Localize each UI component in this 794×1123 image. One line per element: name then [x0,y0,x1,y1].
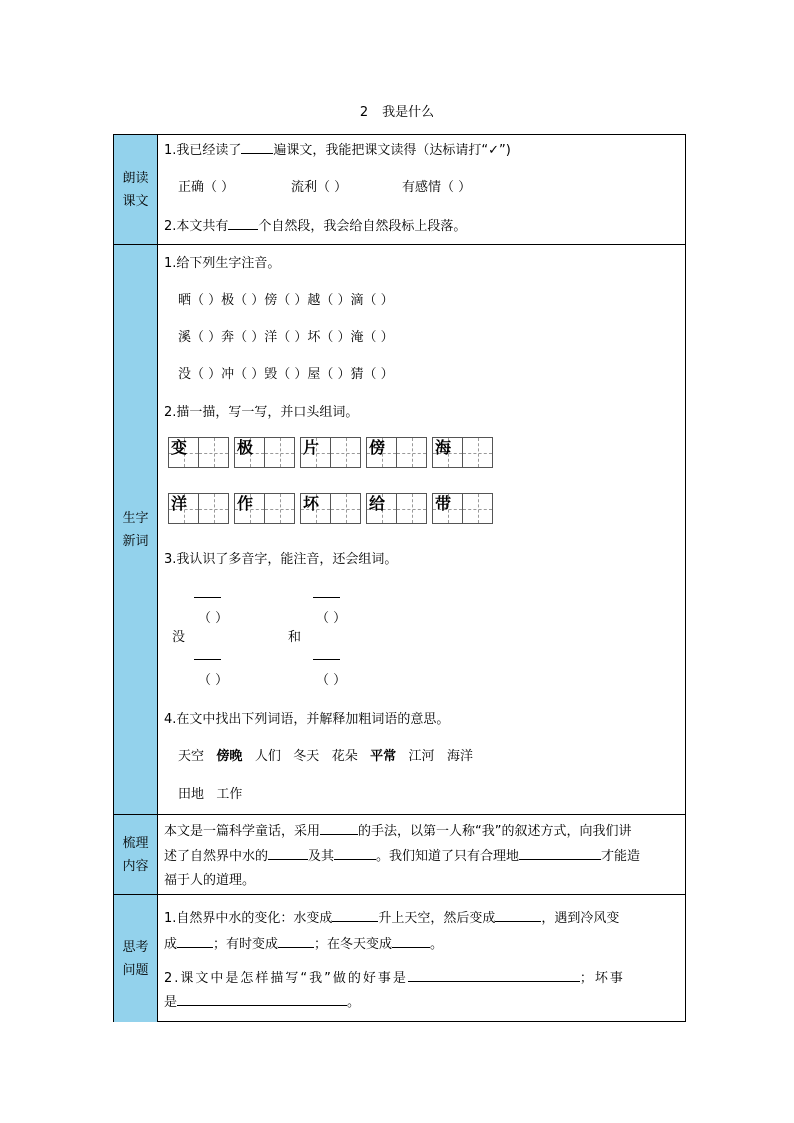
pinyin-paren[interactable]: （ ） [316,611,347,626]
answer-blank[interactable] [332,909,378,922]
answer-blank[interactable] [177,935,213,948]
write-box[interactable] [264,493,295,524]
lesson-title: 我是什么 [382,105,435,120]
pinyin-paren[interactable]: （ ） [198,673,229,688]
trace-box[interactable]: 变 [168,437,199,468]
write-box[interactable] [462,437,493,468]
word-blank[interactable] [313,597,340,598]
trace-box[interactable]: 极 [234,437,265,468]
trace-box[interactable]: 给 [366,493,397,524]
reading-option-emotion[interactable]: 有感情（ ） [402,180,472,195]
write-box[interactable] [198,493,229,524]
write-box[interactable] [330,493,361,524]
pinyin-paren[interactable]: （ ） [316,673,347,688]
pinyin-row-3[interactable]: 没（ ）冲（ ）毁（ ）屋（ ）猜（ ） [178,367,394,382]
words-question-4: 4.在文中找出下列词语，并解释加粗词语的意思。 [164,712,450,727]
bold-word: 傍晚 [216,749,243,764]
paragraph-count-blank[interactable] [228,217,258,230]
good-deed-blank[interactable] [408,969,580,982]
answer-blank[interactable] [278,935,314,948]
method-blank[interactable] [320,822,358,835]
answer-blank[interactable] [392,935,430,948]
words-question-1: 1.给下列生字注音。 [164,256,281,271]
section-label-words: 生字 新词 [114,245,158,815]
trace-box[interactable]: 傍 [366,437,397,468]
worksheet-table [113,134,686,1022]
summary-line-1: 本文是一篇科学童话，采用 的手法，以第一人称“我”的叙述方式，向我们讲 [164,824,632,839]
summary-line-3: 福于人的道理。 [164,873,256,888]
thinking-q1-line-1: 1.自然界中水的变化：水变成 升上天空，然后变成 ，遇到冷风变 [164,911,620,926]
section-label-thinking: 思考 问题 [114,895,158,1022]
answer-blank[interactable] [495,909,541,922]
pinyin-row-2[interactable]: 溪（ ）奔（ ）洋（ ）坏（ ）淹（ ） [178,330,394,345]
words-question-3: 3.我认识了多音字，能注音，还会组词。 [164,552,398,567]
bad-deed-blank[interactable] [177,993,347,1006]
reading-question-2: 2.本文共有 个自然段，我会给自然段标上段落。 [164,219,467,234]
trace-box[interactable]: 洋 [168,493,199,524]
reading-option-correct[interactable]: 正确（ ） [178,180,235,195]
section-reading [114,135,685,244]
write-box[interactable] [198,437,229,468]
word-blank[interactable] [313,659,340,660]
trace-box[interactable]: 带 [432,493,463,524]
thinking-q2-line-2: 是 。 [164,995,361,1010]
words-question-2: 2.描一描，写一写，并口头组词。 [164,405,359,420]
page-title [0,101,794,120]
word-blank[interactable] [194,597,221,598]
write-box[interactable] [264,437,295,468]
polyphone-char-he: 和 [288,630,302,645]
summary-blank[interactable] [334,847,376,860]
reading-question-1: 1.我已经读了 遍课文，我能把课文读得（达标请打“✓”) [164,143,511,158]
trace-box[interactable]: 作 [234,493,265,524]
trace-box[interactable]: 海 [432,437,463,468]
read-count-blank[interactable] [241,141,273,154]
section-label-reading: 朗读 课文 [114,135,158,244]
write-box[interactable] [396,493,427,524]
word-list-row-1: 天空 傍晚 人们 冬天 花朵 平常 江河 海洋 [178,749,473,764]
thinking-q2-line-1: 2.课文中是怎样描写“我”做的好事是 ；坏事 [164,971,625,986]
trace-box[interactable]: 片 [300,437,331,468]
section-label-summary: 梳理 内容 [114,815,158,895]
summary-blank[interactable] [519,847,601,860]
pinyin-paren[interactable]: （ ） [198,611,229,626]
section-words [114,244,685,815]
lesson-number: 2 [359,105,369,120]
section-thinking [114,894,685,1022]
write-box[interactable] [396,437,427,468]
reading-option-fluent[interactable]: 流利（ ） [291,180,348,195]
thinking-q1-line-2: 成 ；有时变成 ；在冬天变成 。 [164,937,444,952]
summary-line-2: 述了自然界中水的 及其 。我们知道了只有合理地 才能造 [164,849,641,864]
bold-word: 平常 [370,749,397,764]
write-box[interactable] [462,493,493,524]
word-blank[interactable] [194,659,221,660]
polyphone-char-mei: 没 [172,630,186,645]
write-box[interactable] [330,437,361,468]
pinyin-row-1[interactable]: 晒（ ）极（ ）傍（ ）越（ ）滴（ ） [178,293,394,308]
summary-blank[interactable] [268,847,308,860]
section-summary [114,814,685,895]
trace-box[interactable]: 坏 [300,493,331,524]
word-list-row-2: 田地 工作 [178,787,243,802]
